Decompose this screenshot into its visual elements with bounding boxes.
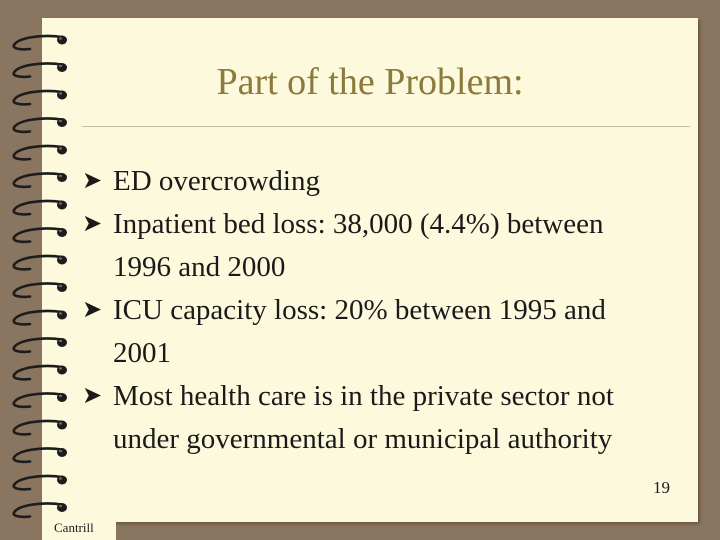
binding-ring-icon xyxy=(14,283,67,297)
bullet-item-inpatient-bed-loss xyxy=(80,203,680,289)
arrowhead-bullet-icon: ➤ xyxy=(82,383,103,409)
page-number: 19 xyxy=(653,478,670,497)
binding-ring-icon xyxy=(14,146,67,160)
bullet-item-private-sector xyxy=(80,375,680,461)
bullet-text-continued: under governmental or municipal authority xyxy=(113,423,613,455)
binding-ring-icon xyxy=(14,421,67,435)
arrowhead-bullet-icon: ➤ xyxy=(82,211,103,237)
bullet-list xyxy=(80,160,680,461)
binding-ring-icon xyxy=(14,256,67,270)
bullet-item-icu-capacity-loss xyxy=(80,289,680,375)
bullet-text: ED overcrowding xyxy=(113,165,320,197)
binding-ring-icon xyxy=(14,503,67,517)
bullet-text-continued: 2001 xyxy=(113,337,171,369)
bullet-text-continued: 1996 and 2000 xyxy=(113,251,286,283)
binding-ring-icon xyxy=(14,393,67,407)
bullet-text: Most health care is in the private sector not xyxy=(113,380,614,412)
arrowhead-bullet-icon: ➤ xyxy=(82,168,103,194)
footer-author: Cantrill xyxy=(54,520,94,535)
bullet-text: ICU capacity loss: 20% between 1995 and xyxy=(113,294,606,326)
binding-ring-icon xyxy=(14,311,67,325)
binding-ring-icon xyxy=(14,338,67,352)
binding-ring-icon xyxy=(14,173,67,187)
slide-title: Part of the Problem: xyxy=(216,61,524,103)
bullet-item-ed-overcrowding xyxy=(80,160,680,203)
binding-ring-icon xyxy=(14,448,67,462)
bullet-text: Inpatient bed loss: 38,000 (4.4%) between xyxy=(113,208,604,240)
binding-ring-icon xyxy=(14,366,67,380)
binding-ring-icon xyxy=(14,228,67,242)
title-divider xyxy=(82,126,690,127)
binding-ring-icon xyxy=(14,118,67,132)
binding-ring-icon xyxy=(14,36,67,50)
binding-ring-icon xyxy=(14,476,67,490)
arrowhead-bullet-icon: ➤ xyxy=(82,297,103,323)
binding-ring-icon xyxy=(14,201,67,215)
